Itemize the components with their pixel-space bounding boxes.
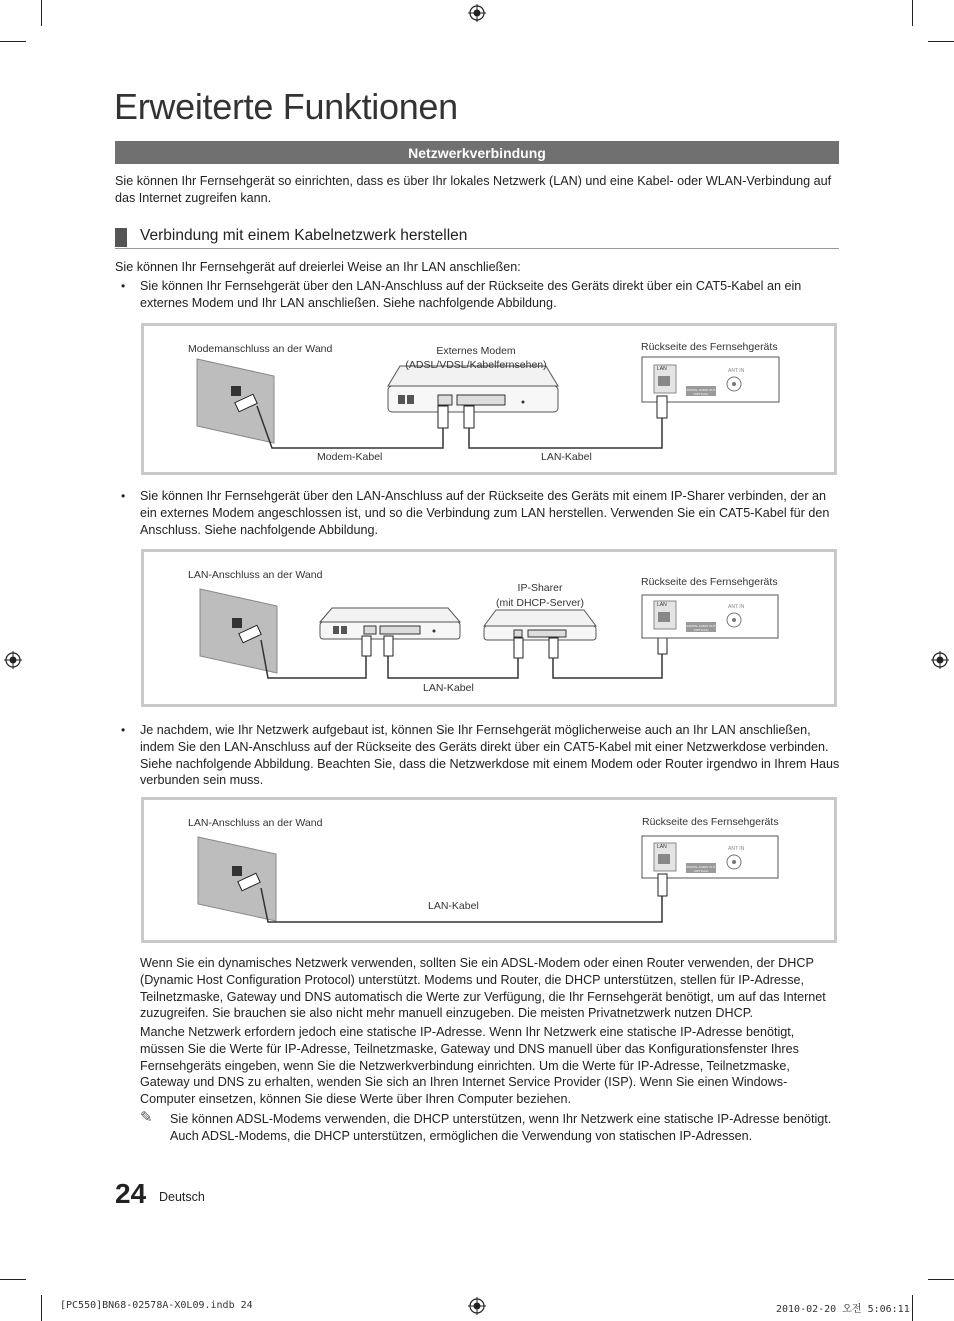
- label-sharer-1: IP-Sharer: [517, 582, 563, 594]
- plug-icon: [549, 638, 558, 658]
- label-port-ant: ANT IN: [728, 604, 745, 610]
- label-wall: Modemanschluss an der Wand: [188, 343, 333, 355]
- crop-mark: [0, 1279, 26, 1280]
- footer-timestamp: 2010-02-20 오전 5:06:11: [776, 1304, 910, 1315]
- bullet-marker: •: [121, 279, 126, 293]
- section-heading: Netzwerkverbindung: [115, 141, 839, 164]
- bullet-marker: •: [121, 723, 126, 737]
- paragraph-dhcp: Wenn Sie ein dynamisches Netzwerk verwenden, sollten Sie ein ADSL-Modem oder einen Router verwenden, der DHCP (Dynamic Host Configuration Protocol) unterstützt. Modems und Router, die DHCP unterstützen, stellen für IP-Adresse, Teilnetzmaske, Gateway und DNS automatisch die Werte zur Verfügung, die Ihr Fernsehgerät benötigt, um auf das Internet zuzugreifen. Sie brauchen sie also nicht mehr manuell einzugeben. Die meisten Privatnetzwerk nutzen DHCP.: [140, 956, 826, 1021]
- registration-mark-icon: [4, 651, 22, 669]
- registration-mark-icon: [468, 4, 486, 22]
- wall-port-icon: [232, 618, 242, 628]
- registration-mark-icon: [468, 1297, 486, 1315]
- label-port-ant: ANT IN: [728, 368, 745, 374]
- paragraph-static-ip: Manche Netzwerk erfordern jedoch eine statische IP-Adresse. Wenn Ihr Netzwerk eine statische IP-Adresse benötigt, müssen Sie die Werte für IP-Adresse, Teilnetzmaske, Gateway und DNS manuell über das Konfigurationsfenster Ihres Fernsehgeräts eingeben, wenn Sie die Netzwerkverbindung einrichten. Um die Werte für IP-Adresse, Teilnetzmaske, Gateway und DNS zu erhalten, wenden Sie sich an Ihren Internet Service Provider (ISP). Wenn Sie einen Windows-Computer einsetzen, können Sie diese Werte über Ihren Computer beziehen.: [140, 1025, 799, 1107]
- plug-icon: [658, 874, 667, 896]
- crop-mark: [0, 41, 26, 42]
- plug-icon: [514, 638, 523, 658]
- label-sharer-2: (mit DHCP-Server): [495, 597, 585, 609]
- lan-cable: [553, 654, 662, 678]
- plug-icon: [464, 406, 474, 428]
- crop-mark: [928, 1279, 954, 1280]
- wall-port-icon: [232, 866, 242, 876]
- label-lan-cable: LAN-Kabel: [423, 682, 474, 694]
- lan-cable: [469, 416, 662, 448]
- label-port-audio: DIGITAL AUDIO OUT (OPTICAL): [686, 624, 716, 632]
- crop-mark: [41, 1295, 42, 1321]
- label-port-audio: DIGITAL AUDIO OUT (OPTICAL): [686, 865, 716, 873]
- plug-icon: [362, 636, 371, 656]
- label-port-ant: ANT IN: [728, 846, 745, 852]
- subheading-text: Verbindung mit einem Kabelnetzwerk herstellen: [140, 227, 468, 244]
- crop-mark: [912, 1295, 913, 1321]
- note-text: Sie können ADSL-Modems verwenden, die DHCP unterstützen, wenn Ihr Netzwerk eine statische IP-Adresse benötigt. Auch ADSL-Modems, die DHCP unterstützen, ermöglichen die Verwendung von statischen IP-Adressen.: [170, 1112, 832, 1143]
- ipsharer-top: [484, 610, 596, 626]
- crop-mark: [928, 41, 954, 42]
- subheading-marker: [115, 228, 127, 247]
- bullet-marker: •: [121, 489, 126, 503]
- subheading: [115, 226, 839, 249]
- page-title: Erweiterte Funktionen: [114, 86, 458, 127]
- label-port-lan: LAN: [657, 844, 667, 850]
- wall-socket-icon: [198, 837, 276, 921]
- wall-socket-icon: [197, 359, 274, 443]
- bullet-item: Sie können Ihr Fernsehgerät über den LAN-Anschluss auf der Rückseite des Geräts direkt über ein CAT5-Kabel an ein externes Modem und Ihr LAN anschließen. Siehe nachfolgende Abbildung.: [140, 279, 802, 310]
- note-icon: ✎: [140, 1109, 153, 1126]
- subintro-paragraph: Sie können Ihr Fernsehgerät auf dreierlei Weise an Ihr LAN anschließen:: [115, 260, 521, 274]
- wall-port-icon: [231, 386, 241, 396]
- footer-file-info: [PC550]BN68-02578A-X0L09.indb 24: [60, 1300, 253, 1311]
- figure-ipsharer-connection: [141, 549, 837, 707]
- crop-mark: [912, 0, 913, 26]
- label-modem-2: (ADSL/VDSL/Kabelfernsehen): [405, 359, 547, 371]
- plug-icon: [657, 396, 667, 418]
- figure-wallsocket-connection: [141, 797, 837, 943]
- label-modem-1: Externes Modem: [436, 345, 516, 357]
- plug-icon: [438, 406, 448, 428]
- label-port-audio: DIGITAL AUDIO OUT (OPTICAL): [686, 388, 716, 396]
- label-modem-cable: Modem-Kabel: [317, 451, 383, 463]
- bullet-item: Je nachdem, wie Ihr Netzwerk aufgebaut ist, können Sie Ihr Fernsehgerät möglicherweise auch an Ihr LAN anschließen, indem Sie den LAN-Anschluss auf der Rückseite des Geräts direkt über ein CAT5-Kabel mit einer Netzwerkdose verbinden. Siehe nachfolgende Abbildung. Beachten Sie, dass die Netzwerkdose mit einem Modem oder Router irgendwo in Ihrem Haus verbunden sein muss.: [140, 723, 840, 788]
- label-lan-cable: LAN-Kabel: [541, 451, 592, 463]
- lan-cable: [388, 656, 518, 678]
- intro-paragraph: Sie können Ihr Fernsehgerät so einrichten, dass es über Ihr lokales Netzwerk (LAN) und eine Kabel- oder WLAN-Verbindung auf das Internet zugreifen kann.: [115, 174, 832, 205]
- page-number: 24: [115, 1178, 147, 1209]
- label-tv: Rückseite des Fernsehgeräts: [642, 816, 779, 828]
- label-tv: Rückseite des Fernsehgeräts: [641, 576, 778, 588]
- page-language: Deutsch: [159, 1190, 205, 1204]
- figure-modem-connection: [141, 323, 837, 475]
- label-port-lan: LAN: [657, 602, 667, 608]
- bullet-item: Sie können Ihr Fernsehgerät über den LAN-Anschluss auf der Rückseite des Geräts mit einem IP-Sharer verbinden, der an ein externes Modem angeschlossen ist, und so die Verbindung zum LAN herstellen. Verwenden Sie ein CAT5-Kabel für den Anschluss. Siehe nachfolgende Abbildung.: [140, 489, 830, 537]
- modem-top: [320, 608, 460, 622]
- plug-icon: [384, 636, 393, 656]
- label-wall: LAN-Anschluss an der Wand: [188, 817, 323, 829]
- label-wall: LAN-Anschluss an der Wand: [188, 569, 323, 581]
- label-tv: Rückseite des Fernsehgeräts: [641, 341, 778, 353]
- registration-mark-icon: [931, 651, 949, 669]
- crop-mark: [41, 0, 42, 26]
- label-port-lan: LAN: [657, 366, 667, 372]
- label-lan-cable: LAN-Kabel: [428, 900, 479, 912]
